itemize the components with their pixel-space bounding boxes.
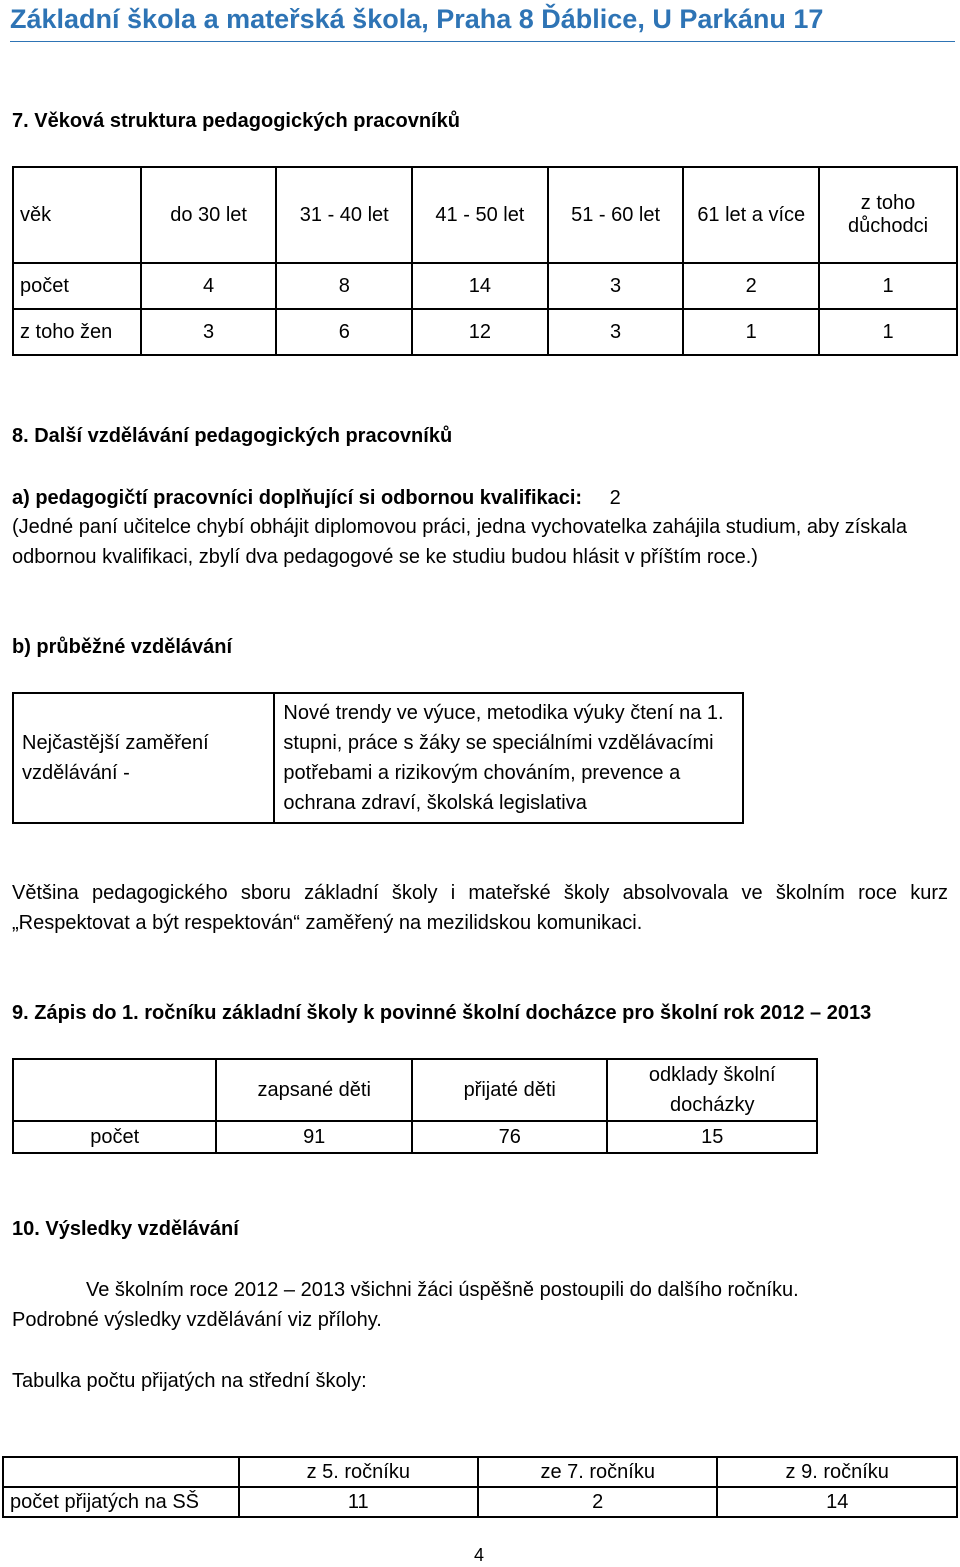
table-header-cell: 41 - 50 let [412, 167, 548, 263]
table-cell: 14 [717, 1487, 957, 1517]
table-cell: 2 [683, 263, 819, 309]
table-cell: počet [13, 263, 141, 309]
table-header-cell: odklady školní docházky [607, 1059, 817, 1121]
results-text: Ve školním roce 2012 – 2013 všichni žáci úspěšně postoupili do dalšího ročníku. [86, 1279, 799, 1301]
age-structure-table [12, 166, 958, 356]
table-row [13, 693, 743, 823]
qualification-label [12, 487, 621, 510]
table-cell: 1 [819, 263, 957, 309]
table-cell: 3 [548, 263, 684, 309]
table-header-cell: z toho důchodci [819, 167, 957, 263]
page-number: 4 [474, 1545, 485, 1565]
table-header-cell: přijaté děti [412, 1059, 607, 1121]
table-cell: 4 [141, 263, 277, 309]
table-row [13, 1121, 817, 1153]
table-row [3, 1487, 957, 1517]
table-cell: 15 [607, 1121, 817, 1153]
table-header-cell: 31 - 40 let [276, 167, 412, 263]
table-row [13, 309, 957, 355]
training-focus-label: Nejčastější zaměření vzdělávání - [13, 693, 274, 823]
table-cell: 3 [141, 309, 277, 355]
results-reference: Podrobné výsledky vzdělávání viz přílohy. [12, 1309, 382, 1331]
table-header-cell [13, 1059, 216, 1121]
section-8-heading: 8. Další vzdělávání pedagogických pracovníků [12, 425, 453, 447]
table-header-row [13, 1059, 817, 1121]
table-header-row [13, 167, 957, 263]
table-header-cell: z 9. ročníku [717, 1457, 957, 1487]
table-header-cell: do 30 let [141, 167, 277, 263]
table-cell: 76 [412, 1121, 607, 1153]
table-header-cell: věk [13, 167, 141, 263]
qualification-label-text: a) pedagogičtí pracovníci doplňující si odbornou kvalifikaci: [12, 487, 583, 509]
training-focus-table [12, 692, 744, 824]
table-header-cell: 61 let a více [683, 167, 819, 263]
table-header-row [3, 1457, 957, 1487]
section-9-heading: 9. Zápis do 1. ročníku základní školy k povinné školní docházce pro školní rok 2012 – 2013 [12, 1002, 872, 1024]
training-paragraph: Většina pedagogického sboru základní školy i mateřské školy absolvovala ve školním roce kurz „Respektovat a být respektován“ zaměřený na mezilidskou komunikaci. [12, 882, 948, 934]
table-cell: počet [13, 1121, 216, 1153]
qualification-note: (Jedné paní učitelce chybí obhájit diplomovou práci, jedna vychovatelka zahájila studium, aby získala odbornou kvalifikaci, zbylí dva pedagogové se ke studiu budou hlásit v příštím roce.) [12, 516, 907, 568]
table-cell: 14 [412, 263, 548, 309]
table-header-cell [3, 1457, 239, 1487]
table-cell: 1 [683, 309, 819, 355]
table-cell: 8 [276, 263, 412, 309]
table-header-cell: z 5. ročníku [239, 1457, 478, 1487]
table-header-cell: ze 7. ročníku [478, 1457, 717, 1487]
table-cell: 11 [239, 1487, 478, 1517]
section-7-heading: 7. Věková struktura pedagogických pracovníků [12, 110, 460, 132]
table-cell: 91 [216, 1121, 412, 1153]
enrollment-table [12, 1058, 818, 1154]
qualification-count: 2 [609, 487, 621, 509]
table-cell: 1 [819, 309, 957, 355]
section-10-heading: 10. Výsledky vzdělávání [12, 1218, 239, 1240]
table-row [13, 263, 957, 309]
table-cell: 2 [478, 1487, 717, 1517]
training-focus-value: Nové trendy ve výuce, metodika výuky čtení na 1. stupni, práce s žáky se speciálními vzdělávacími potřebami a rizikovým chováním, prevence a ochrana zdraví, školská legislativa [274, 693, 743, 823]
secondary-schools-table [2, 1456, 958, 1518]
table-header-cell: zapsané děti [216, 1059, 412, 1121]
table-cell: 3 [548, 309, 684, 355]
page-header-title: Základní škola a mateřská škola, Praha 8 Ďáblice, U Parkánu 17 [10, 4, 955, 42]
table-cell: 6 [276, 309, 412, 355]
table-header-cell: 51 - 60 let [548, 167, 684, 263]
table-cell: počet přijatých na SŠ [3, 1487, 239, 1517]
table-cell: 12 [412, 309, 548, 355]
section-8b-heading: b) průběžné vzdělávání [12, 636, 233, 658]
table-cell: z toho žen [13, 309, 141, 355]
secondary-schools-caption: Tabulka počtu přijatých na střední školy: [12, 1370, 367, 1392]
